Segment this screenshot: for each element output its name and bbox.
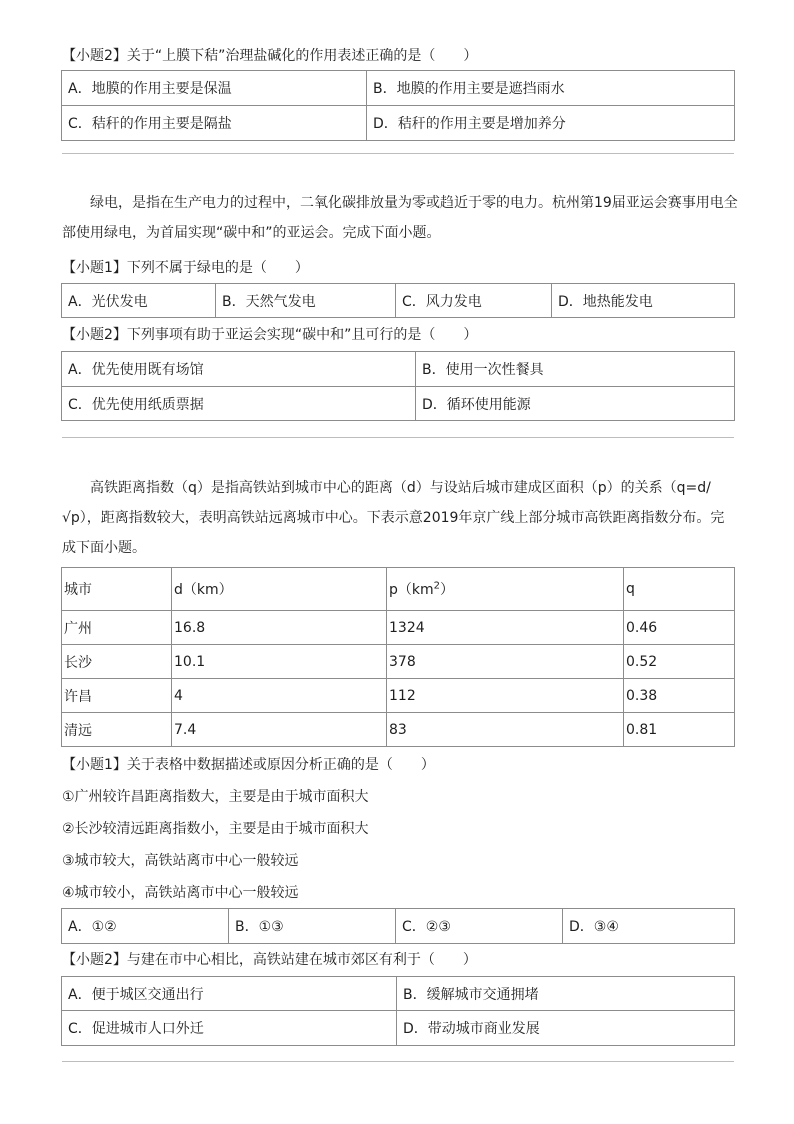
option-c[interactable]: C．秸秆的作用主要是隔盐 bbox=[62, 106, 367, 141]
section-divider bbox=[62, 1061, 734, 1062]
option-d[interactable]: D．秸秆的作用主要是增加养分 bbox=[367, 106, 735, 141]
passage-line: 成下面小题。 bbox=[62, 540, 146, 556]
cell-p: 1324 bbox=[387, 611, 624, 645]
column-header-d: d（km） bbox=[172, 568, 387, 611]
passage-line: 高铁距离指数（q）是指高铁站到城市中心的距离（d）与设站后城市建成区面积（p）的关系（q=d/ bbox=[62, 480, 711, 496]
cell-city: 清远 bbox=[62, 713, 172, 747]
option-d[interactable]: D．循环使用能源 bbox=[416, 387, 735, 421]
option-c[interactable]: C．优先使用纸质票据 bbox=[62, 387, 416, 421]
cell-q: 0.46 bbox=[624, 611, 735, 645]
options-table bbox=[61, 351, 735, 421]
cell-p: 83 bbox=[387, 713, 624, 747]
column-header-p: $p(km^2)$ bbox=[387, 568, 624, 611]
question-title: 【小题2】下列事项有助于亚运会实现“碳中和”且可行的是（ ） bbox=[62, 327, 478, 343]
statement-4: ④城市较小，高铁站离市中心一般较远 bbox=[62, 885, 299, 901]
table-row bbox=[62, 713, 735, 747]
table-header-row bbox=[62, 568, 735, 611]
passage bbox=[62, 473, 742, 563]
section-divider bbox=[62, 153, 734, 154]
option-d[interactable]: D．带动城市商业发展 bbox=[397, 1011, 735, 1046]
cell-p: 378 bbox=[387, 645, 624, 679]
question-title: 【小题1】关于表格中数据描述或原因分析正确的是（ ） bbox=[62, 757, 435, 773]
option-d[interactable]: D．③④ bbox=[563, 909, 735, 944]
cell-q: 0.81 bbox=[624, 713, 735, 747]
options-table bbox=[61, 70, 735, 141]
data-table bbox=[61, 567, 735, 747]
table-row bbox=[62, 611, 735, 645]
option-c[interactable]: C．风力发电 bbox=[396, 284, 552, 318]
option-c[interactable]: C．促进城市人口外迁 bbox=[62, 1011, 397, 1046]
passage-line: 部使用绿电，为首届实现“碳中和”的亚运会。完成下面小题。 bbox=[62, 225, 441, 241]
option-b[interactable]: B．①③ bbox=[229, 909, 396, 944]
options-table bbox=[61, 908, 735, 944]
table-row bbox=[62, 679, 735, 713]
question-title: 【小题2】与建在市中心相比，高铁站建在城市郊区有利于（ ） bbox=[62, 952, 477, 968]
option-b[interactable]: B．天然气发电 bbox=[216, 284, 396, 318]
column-header-q: q bbox=[624, 568, 735, 611]
passage bbox=[62, 188, 742, 248]
option-b[interactable]: B．地膜的作用主要是遮挡雨水 bbox=[367, 71, 735, 106]
cell-d: 10.1 bbox=[172, 645, 387, 679]
cell-p: 112 bbox=[387, 679, 624, 713]
option-a[interactable]: A．优先使用既有场馆 bbox=[62, 352, 416, 387]
cell-q: 0.38 bbox=[624, 679, 735, 713]
passage-line: √p），距离指数较大，表明高铁站远离城市中心。下表示意2019年京广线上部分城市高铁距离指数分布。完 bbox=[62, 510, 725, 526]
option-a[interactable]: A．便于城区交通出行 bbox=[62, 977, 397, 1011]
statement-3: ③城市较大，高铁站离市中心一般较远 bbox=[62, 853, 299, 869]
table-row bbox=[62, 645, 735, 679]
options-table bbox=[61, 976, 735, 1046]
question-title: 【小题1】下列不属于绿电的是（ ） bbox=[62, 260, 309, 276]
cell-q: 0.52 bbox=[624, 645, 735, 679]
cell-d: 16.8 bbox=[172, 611, 387, 645]
statement-2: ②长沙较清远距离指数小，主要是由于城市面积大 bbox=[62, 821, 369, 837]
option-a[interactable]: A．地膜的作用主要是保温 bbox=[62, 71, 367, 106]
option-d[interactable]: D．地热能发电 bbox=[552, 284, 735, 318]
cell-city: 许昌 bbox=[62, 679, 172, 713]
superscript: 2 bbox=[433, 580, 441, 592]
options-table bbox=[61, 283, 735, 318]
option-c[interactable]: C．②③ bbox=[396, 909, 563, 944]
cell-d: 4 bbox=[172, 679, 387, 713]
passage-line: 绿电，是指在生产电力的过程中，二氧化碳排放量为零或趋近于零的电力。杭州第19届亚运会赛事用电全 bbox=[62, 195, 738, 211]
section-divider bbox=[62, 437, 734, 438]
cell-d: 7.4 bbox=[172, 713, 387, 747]
cell-city: 长沙 bbox=[62, 645, 172, 679]
column-header-city: 城市 bbox=[62, 568, 172, 611]
option-b[interactable]: B．使用一次性餐具 bbox=[416, 352, 735, 387]
question-title: 【小题2】关于“上膜下秸”治理盐碱化的作用表述正确的是（ ） bbox=[62, 48, 478, 64]
option-a[interactable]: A．光伏发电 bbox=[62, 284, 216, 318]
option-b[interactable]: B．缓解城市交通拥堵 bbox=[397, 977, 735, 1011]
option-a[interactable]: A．①② bbox=[62, 909, 229, 944]
statement-1: ①广州较许昌距离指数大，主要是由于城市面积大 bbox=[62, 789, 369, 805]
cell-city: 广州 bbox=[62, 611, 172, 645]
